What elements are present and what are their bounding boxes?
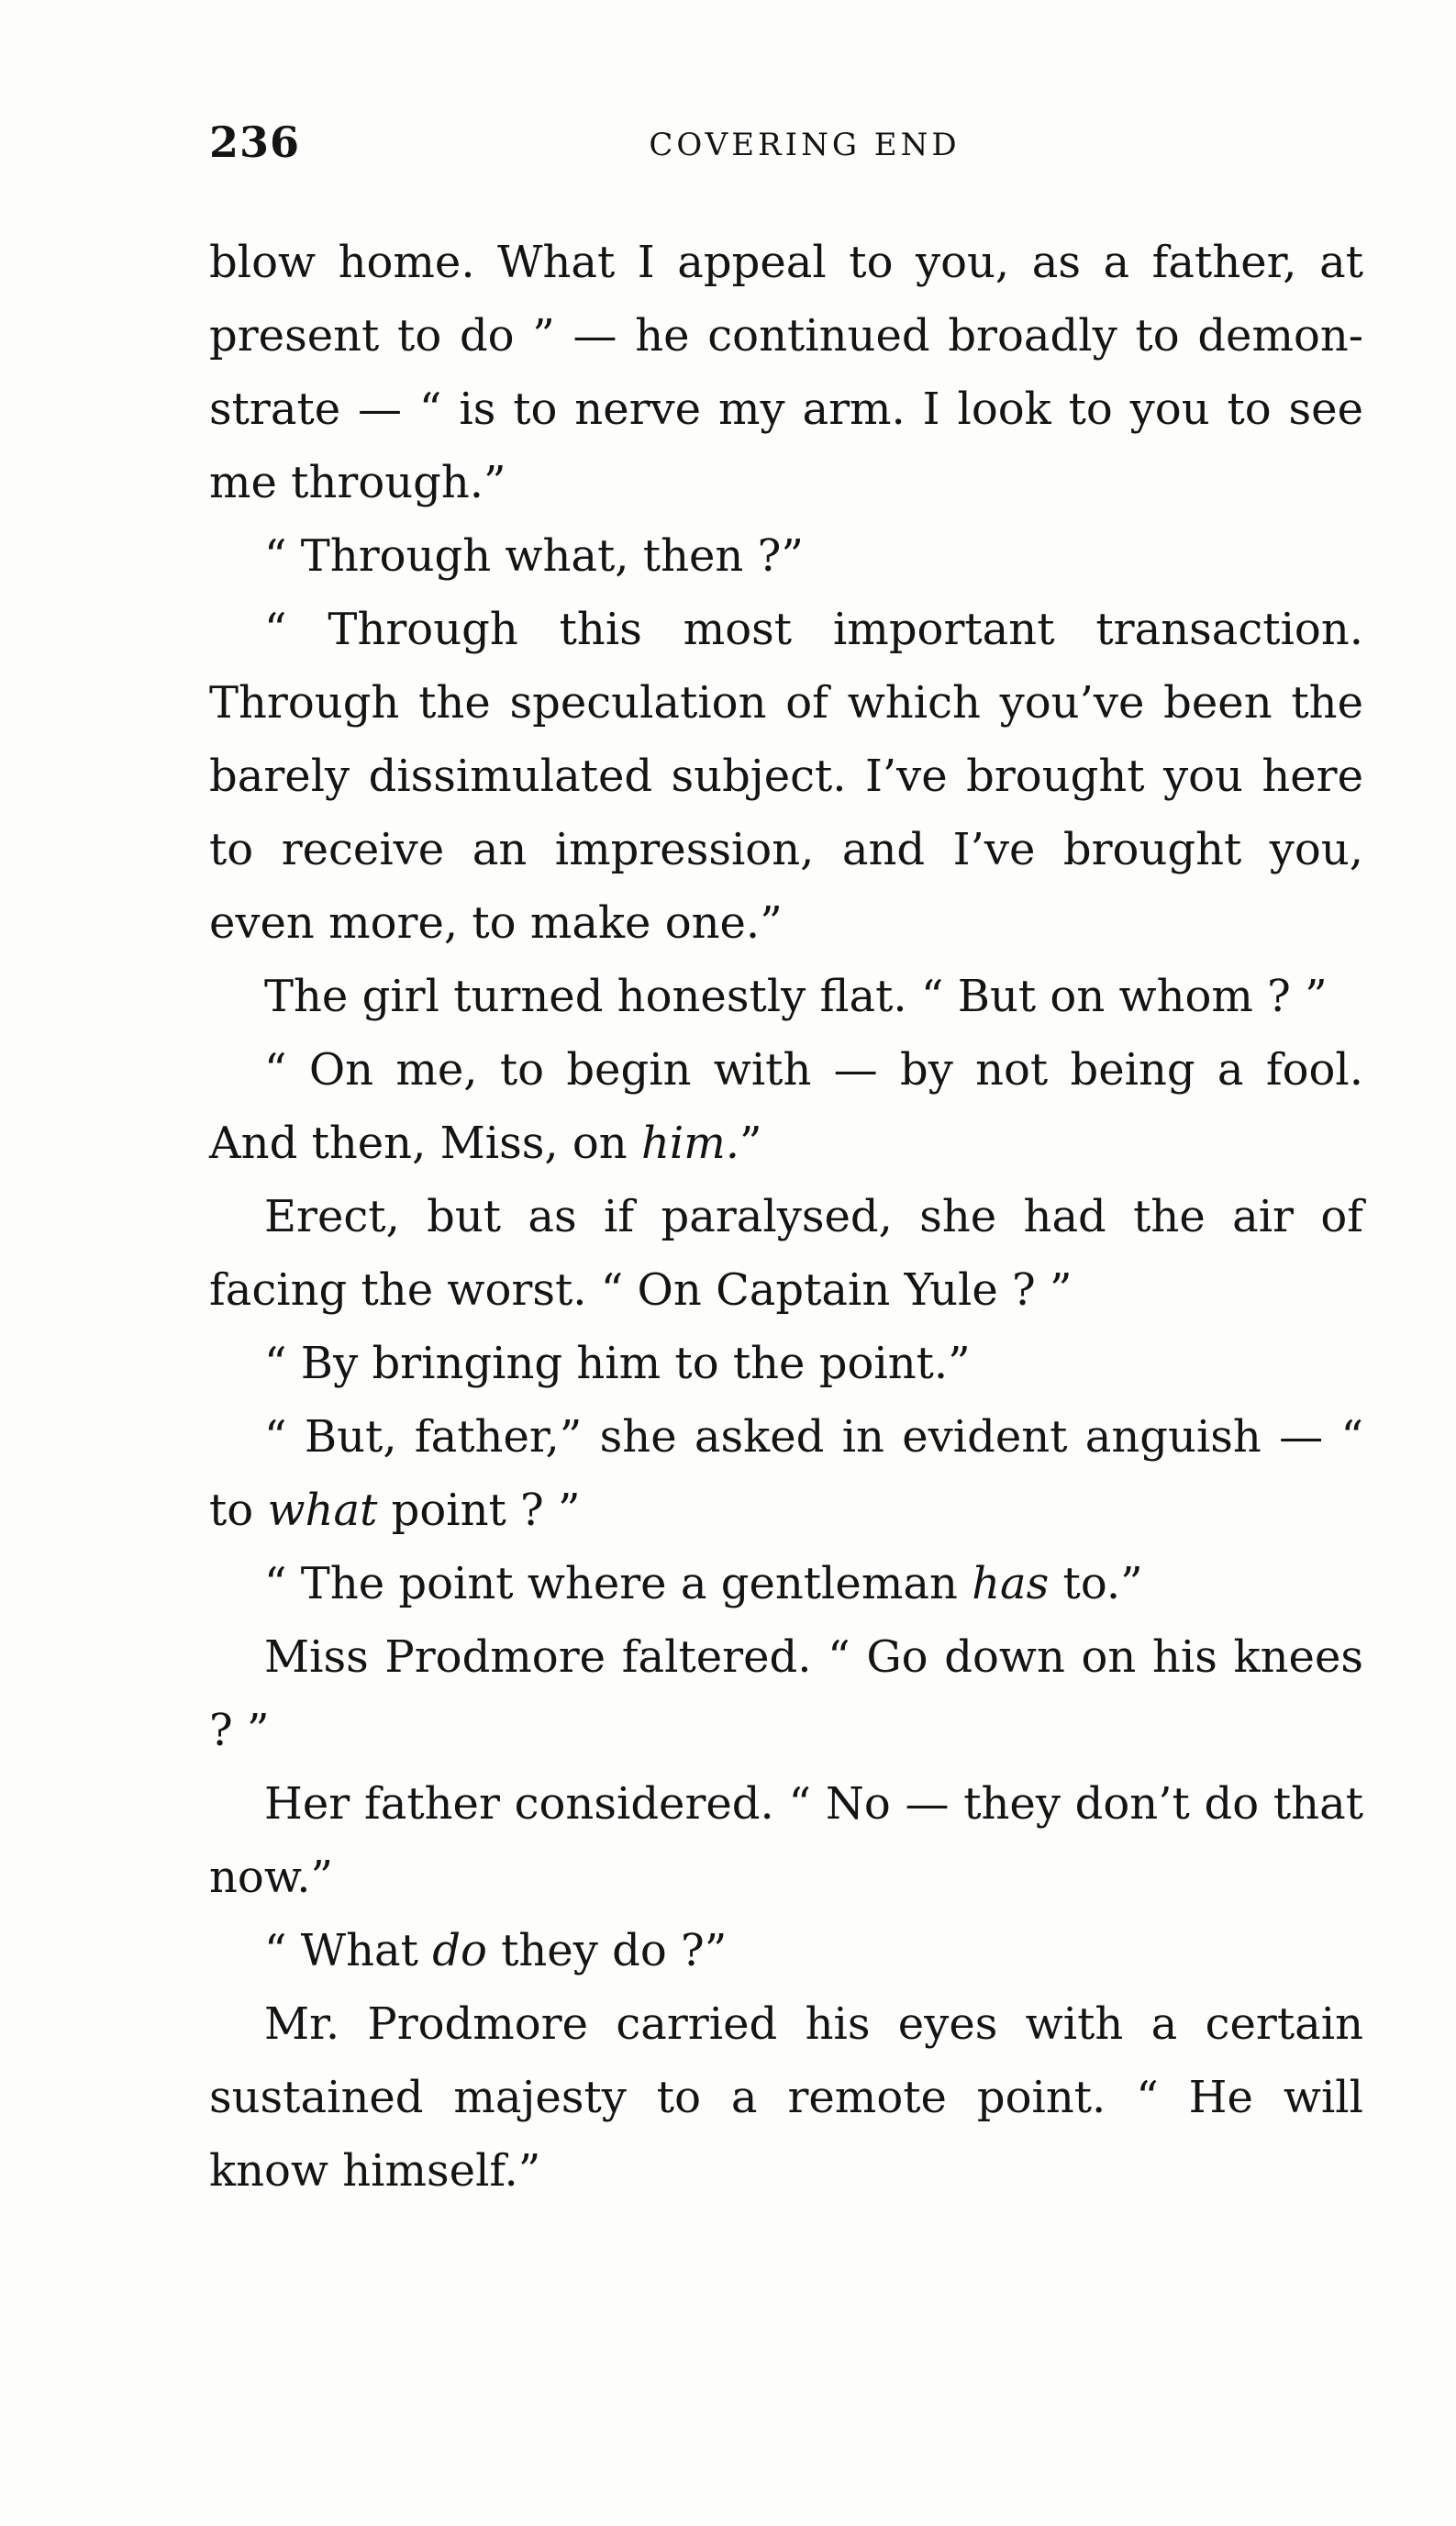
text-segment: “ By bringing him to the point.” <box>264 1338 971 1389</box>
italic-text: has <box>972 1558 1050 1609</box>
paragraph <box>209 1033 1363 1180</box>
page-number: 236 <box>209 117 301 167</box>
paragraph <box>209 1767 1363 1914</box>
text-segment: Mr. Prodmore carried his eyes with a certain sustained majesty to a remote point. “ He will know himself.” <box>209 1998 1363 2197</box>
text-segment: “ Through this most important transaction. Through the speculation of which you’ve been the barely dissimulated subject. I’ve brought you here to receive an impression, and I’ve brought you, even more, to make one.” <box>209 604 1363 949</box>
text-segment: they do ?” <box>486 1925 728 1976</box>
running-title: COVERING END <box>649 127 961 163</box>
paragraph <box>209 593 1363 960</box>
text-segment: ” <box>739 1118 762 1169</box>
text-segment: Her father considered. “ No — they don’t do that now.” <box>209 1778 1363 1903</box>
paragraph <box>209 1914 1363 1987</box>
text-segment: “ What <box>264 1925 433 1976</box>
text-segment: “ The point where a gentleman <box>264 1558 973 1609</box>
text-segment: blow home. What I appeal to you, as a father, at present to do ” — he continued broadly to demon-strate — “ is to nerve my arm. I look to you to see me through.” <box>209 237 1363 508</box>
text-segment: “ On me, to begin with — by not being a fool. And then, Miss, on <box>209 1044 1363 1169</box>
italic-text: do <box>432 1925 487 1976</box>
text-segment: point ? ” <box>377 1485 581 1536</box>
paragraph <box>209 960 1363 1033</box>
paragraph <box>209 1620 1363 1767</box>
italic-text: what <box>267 1485 378 1536</box>
text-segment: “ Through what, then ?” <box>264 530 804 582</box>
text-segment: Miss Prodmore faltered. “ Go down on his knees ? ” <box>209 1631 1363 1756</box>
body-text <box>209 226 1363 2208</box>
text-segment: The girl turned honestly flat. “ But on whom ? ” <box>264 971 1328 1022</box>
text-segment: “ But, father,” she asked in evident anguish — “ to <box>209 1411 1363 1536</box>
running-head <box>209 117 1363 182</box>
paragraph <box>209 1987 1363 2208</box>
paragraph <box>209 1547 1363 1620</box>
text-segment: Erect, but as if paralysed, she had the air of facing the worst. “ On Captain Yule ? ” <box>209 1191 1363 1316</box>
paragraph <box>209 1327 1363 1400</box>
paragraph <box>209 1400 1363 1547</box>
paragraph <box>209 1180 1363 1327</box>
italic-text: him. <box>640 1118 739 1169</box>
paragraph <box>209 226 1363 519</box>
text-segment: to.” <box>1049 1558 1143 1609</box>
paragraph <box>209 519 1363 593</box>
